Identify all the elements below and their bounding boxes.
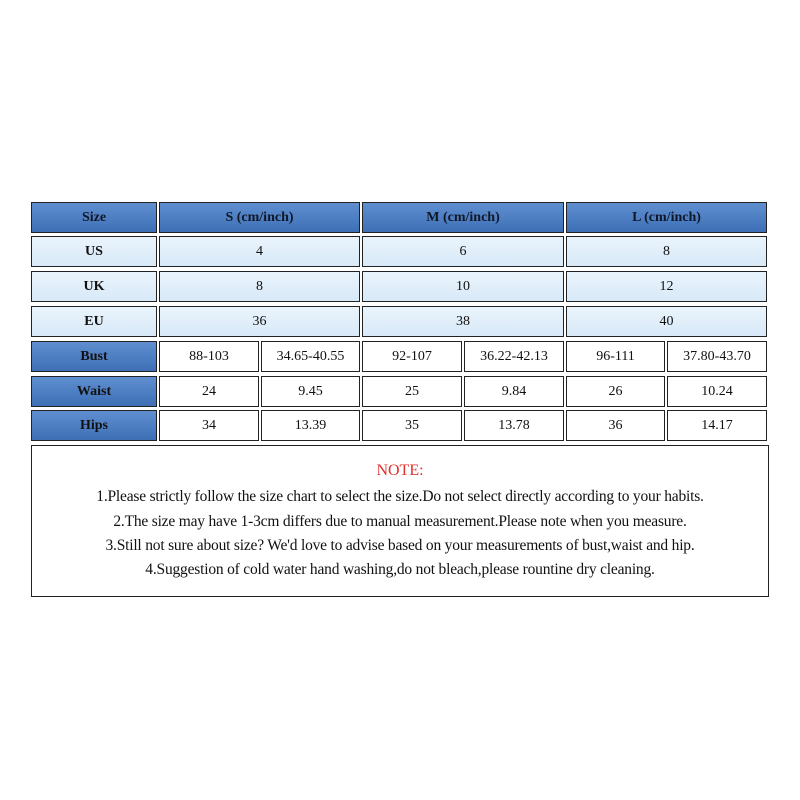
- region-value-cell: 36: [159, 306, 360, 337]
- measure-value-cell: 25: [362, 376, 462, 407]
- measure-value-cell: 92-107: [362, 341, 462, 372]
- region-value-cell: 6: [362, 236, 564, 267]
- measure-value-cell: 10.24: [667, 376, 767, 407]
- region-value-cell: 4: [159, 236, 360, 267]
- region-label-cell: UK: [31, 271, 157, 302]
- measure-value-cell: 13.39: [261, 410, 360, 441]
- measure-value-cell: 36.22-42.13: [464, 341, 564, 372]
- measure-label-cell: Hips: [31, 410, 157, 441]
- measure-label-cell: Bust: [31, 341, 157, 372]
- measure-value-cell: 14.17: [667, 410, 767, 441]
- measure-label-cell: Waist: [31, 376, 157, 407]
- measure-value-cell: 24: [159, 376, 259, 407]
- measure-value-cell: 36: [566, 410, 665, 441]
- measure-value-cell: 34.65-40.55: [261, 341, 360, 372]
- note-title: NOTE:: [376, 462, 424, 479]
- note-line-4: 4.Suggestion of cold water hand washing,do not bleach,please rountine dry cleaning.: [145, 561, 655, 578]
- note-line-1: 1.Please strictly follow the size chart to select the size.Do not select directly according to your habits.: [96, 488, 704, 505]
- region-value-cell: 10: [362, 271, 564, 302]
- region-label-cell: EU: [31, 306, 157, 337]
- measure-value-cell: 26: [566, 376, 665, 407]
- region-label-cell: US: [31, 236, 157, 267]
- measure-value-cell: 9.84: [464, 376, 564, 407]
- notes-box: [31, 445, 769, 597]
- region-value-cell: 40: [566, 306, 767, 337]
- measure-value-cell: 34: [159, 410, 259, 441]
- size-column-header: M (cm/inch): [362, 202, 564, 233]
- measure-value-cell: 96-111: [566, 341, 665, 372]
- note-line-2: 2.The size may have 1-3cm differs due to manual measurement.Please note when you measure.: [113, 513, 687, 530]
- region-value-cell: 12: [566, 271, 767, 302]
- measure-value-cell: 13.78: [464, 410, 564, 441]
- size-header-cell: Size: [31, 202, 157, 233]
- size-column-header: L (cm/inch): [566, 202, 767, 233]
- measure-value-cell: 88-103: [159, 341, 259, 372]
- measure-value-cell: 9.45: [261, 376, 360, 407]
- measure-value-cell: 35: [362, 410, 462, 441]
- measure-value-cell: 37.80-43.70: [667, 341, 767, 372]
- region-value-cell: 8: [566, 236, 767, 267]
- note-line-3: 3.Still not sure about size? We'd love to advise based on your measurements of bust,waist and hip.: [105, 537, 695, 554]
- size-column-header: S (cm/inch): [159, 202, 360, 233]
- region-value-cell: 38: [362, 306, 564, 337]
- region-value-cell: 8: [159, 271, 360, 302]
